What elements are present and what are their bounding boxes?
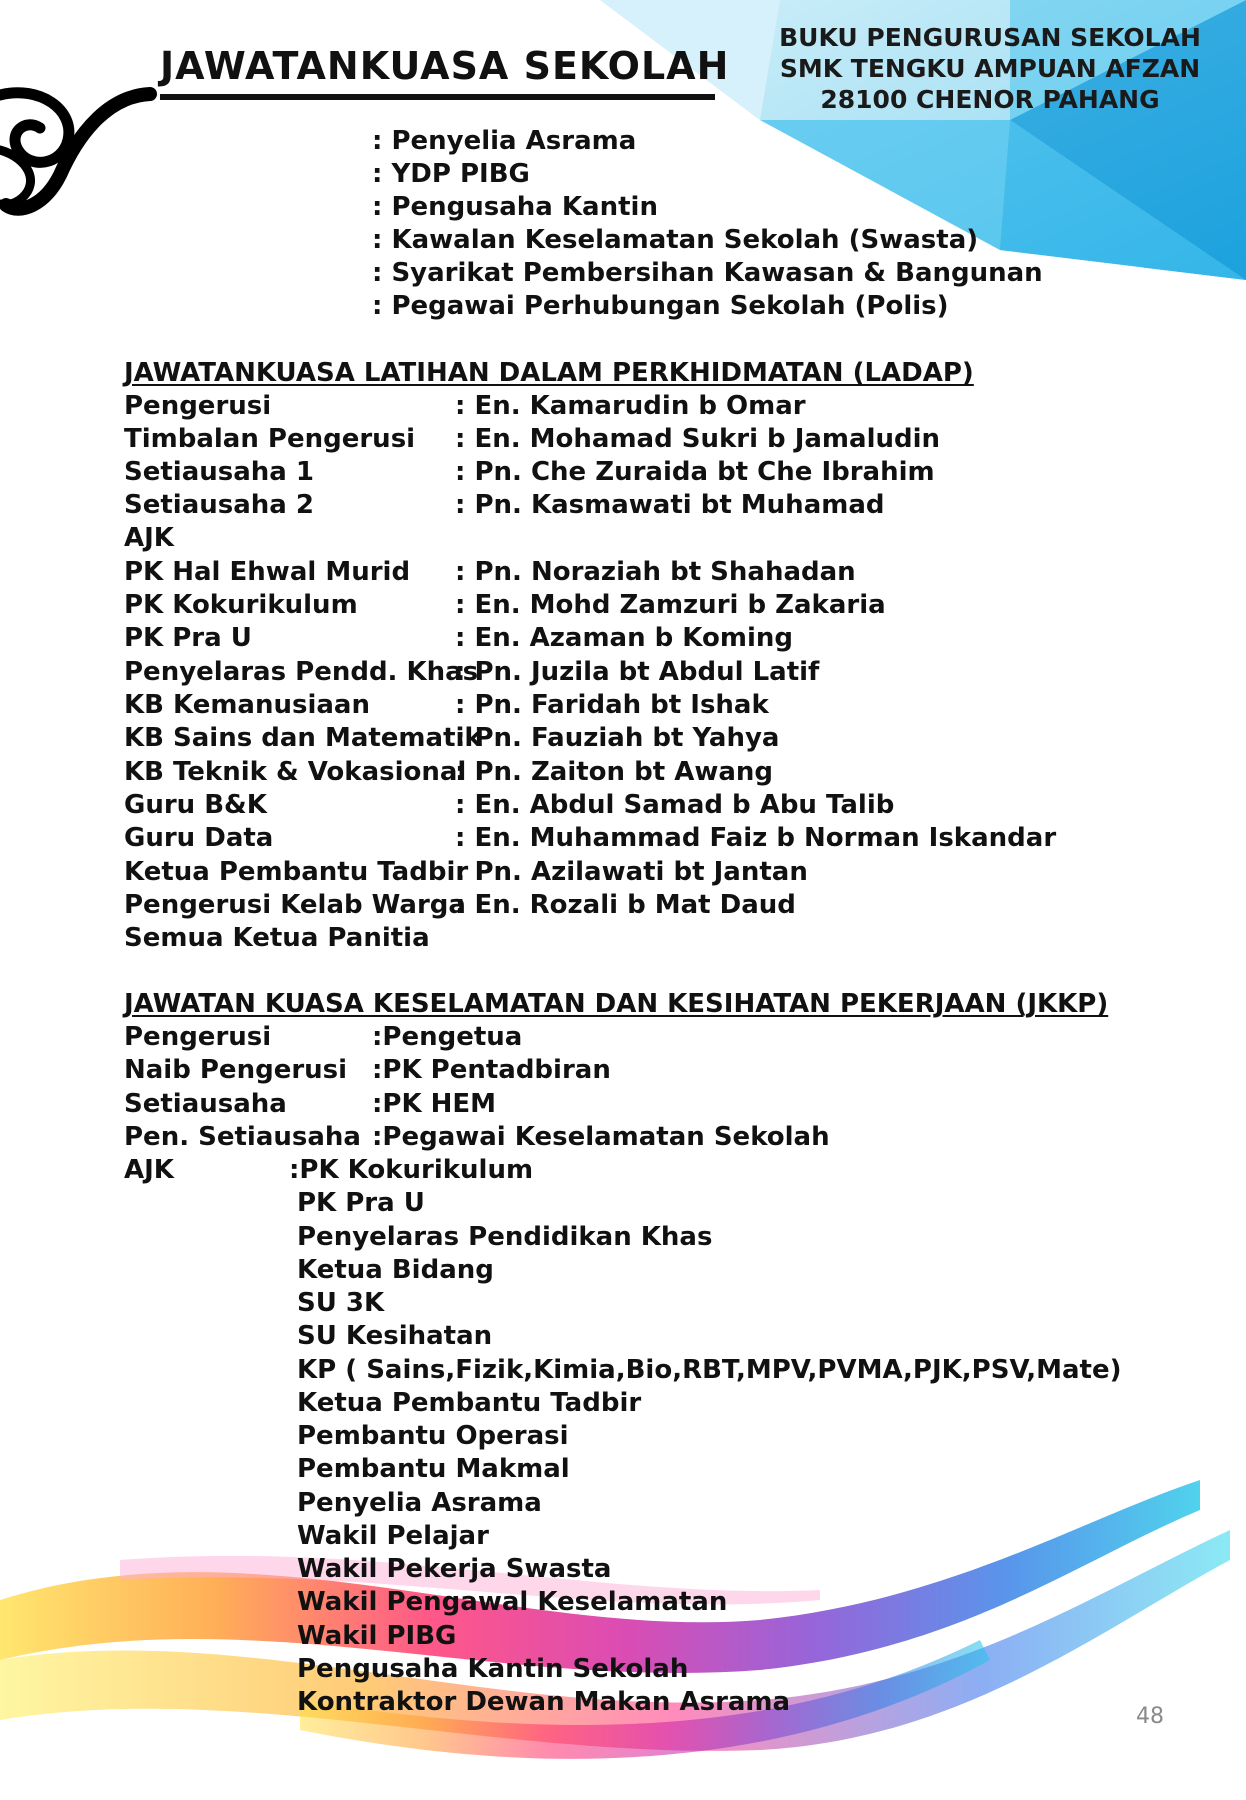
member-role: Pengerusi Kelab Warga <box>124 890 466 920</box>
member-name: :PK HEM <box>372 1089 497 1119</box>
member-name: : Pn. Che Zuraida bt Che Ibrahim <box>455 457 935 487</box>
ajk-member: PK Pra U <box>297 1188 425 1218</box>
ajk-member: Penyelaras Pendidikan Khas <box>297 1222 713 1252</box>
member-role: Setiausaha 1 <box>124 457 314 487</box>
member-name: : En. Azaman b Koming <box>455 623 793 653</box>
page-number: 48 <box>1136 1704 1164 1729</box>
ajk-label: AJK <box>124 1155 174 1185</box>
ajk-member: Pembantu Operasi <box>297 1421 569 1451</box>
page-title: JAWATANKUASA SEKOLAH <box>160 44 730 88</box>
member-role: Semua Ketua Panitia <box>124 923 430 953</box>
member-name: : Pn. Juzila bt Abdul Latif <box>455 657 820 687</box>
section-heading: JAWATANKUASA LATIHAN DALAM PERKHIDMATAN (LADAP) <box>124 358 974 388</box>
member-role: Pengerusi <box>124 391 272 421</box>
member-name: :PK Kokurikulum <box>289 1155 534 1185</box>
member-name: :Pengetua <box>372 1022 523 1052</box>
list-item: : YDP PIBG <box>372 159 530 189</box>
member-role: Setiausaha <box>124 1089 287 1119</box>
member-name: : En. Abdul Samad b Abu Talib <box>455 790 895 820</box>
ajk-member: Wakil Pengawal Keselamatan <box>297 1587 728 1617</box>
school-header <box>745 22 1235 115</box>
ajk-member: SU 3K <box>297 1288 385 1318</box>
member-role: Timbalan Pengerusi <box>124 424 416 454</box>
ajk-member: Kontraktor Dewan Makan Asrama <box>297 1687 791 1717</box>
member-name: : En. Kamarudin b Omar <box>455 391 806 421</box>
list-item: : Pengusaha Kantin <box>372 192 658 222</box>
title-underline <box>160 94 715 100</box>
list-item: : Penyelia Asrama <box>372 126 637 156</box>
ajk-member: KP ( Sains,Fizik,Kimia,Bio,RBT,MPV,PVMA,PJK,PSV,Mate) <box>297 1355 1122 1385</box>
member-role: Naib Pengerusi <box>124 1055 348 1085</box>
member-role: Guru B&K <box>124 790 267 820</box>
ajk-member: SU Kesihatan <box>297 1321 493 1351</box>
list-item: : Syarikat Pembersihan Kawasan & Bangunan <box>372 258 1043 288</box>
member-name: : Pn. Zaiton bt Awang <box>455 757 774 787</box>
member-name: : En. Mohamad Sukri b Jamaludin <box>455 424 941 454</box>
member-role: Penyelaras Pendd. Khas <box>124 657 479 687</box>
member-name: : En. Mohd Zamzuri b Zakaria <box>455 590 886 620</box>
member-name: : Pn. Noraziah bt Shahadan <box>455 557 856 587</box>
member-role: Guru Data <box>124 823 274 853</box>
member-role: KB Kemanusiaan <box>124 690 370 720</box>
member-role: Ketua Pembantu Tadbir <box>124 857 469 887</box>
member-name: :Pegawai Keselamatan Sekolah <box>372 1122 830 1152</box>
member-role: Pengerusi <box>124 1022 272 1052</box>
member-name: : Pn. Kasmawati bt Muhamad <box>455 490 885 520</box>
member-role: Setiausaha 2 <box>124 490 314 520</box>
member-role: PK Hal Ehwal Murid <box>124 557 411 587</box>
member-role: KB Teknik & Vokasional <box>124 757 467 787</box>
member-role: PK Pra U <box>124 623 252 653</box>
member-name: : En. Muhammad Faiz b Norman Iskandar <box>455 823 1057 853</box>
list-item: : Kawalan Keselamatan Sekolah (Swasta) <box>372 225 979 255</box>
member-role: AJK <box>124 523 174 553</box>
member-role: Pen. Setiausaha <box>124 1122 361 1152</box>
ajk-member: Ketua Bidang <box>297 1255 494 1285</box>
school-header-line: BUKU PENGURUSAN SEKOLAH <box>779 23 1201 52</box>
ajk-member: Wakil Pelajar <box>297 1521 489 1551</box>
member-name: : En. Rozali b Mat Daud <box>455 890 796 920</box>
member-name: : Pn. Fauziah bt Yahya <box>455 723 780 753</box>
ajk-member: Ketua Pembantu Tadbir <box>297 1388 642 1418</box>
ajk-member: Penyelia Asrama <box>297 1488 542 1518</box>
ajk-member: Pengusaha Kantin Sekolah <box>297 1654 689 1684</box>
ajk-member: Pembantu Makmal <box>297 1454 570 1484</box>
ajk-member: Wakil PIBG <box>297 1621 457 1651</box>
section-heading: JAWATAN KUASA KESELAMATAN DAN KESIHATAN PEKERJAAN (JKKP) <box>124 989 1109 1019</box>
ajk-member: Wakil Pekerja Swasta <box>297 1554 612 1584</box>
member-name: : Pn. Faridah bt Ishak <box>455 690 769 720</box>
school-header-line: SMK TENGKU AMPUAN AFZAN <box>779 54 1201 83</box>
school-header-line: 28100 CHENOR PAHANG <box>820 85 1160 114</box>
member-name: : Pn. Azilawati bt Jantan <box>455 857 808 887</box>
member-role: KB Sains dan Matematik <box>124 723 482 753</box>
member-name: :PK Pentadbiran <box>372 1055 611 1085</box>
member-role: PK Kokurikulum <box>124 590 358 620</box>
list-item: : Pegawai Perhubungan Sekolah (Polis) <box>372 291 949 321</box>
